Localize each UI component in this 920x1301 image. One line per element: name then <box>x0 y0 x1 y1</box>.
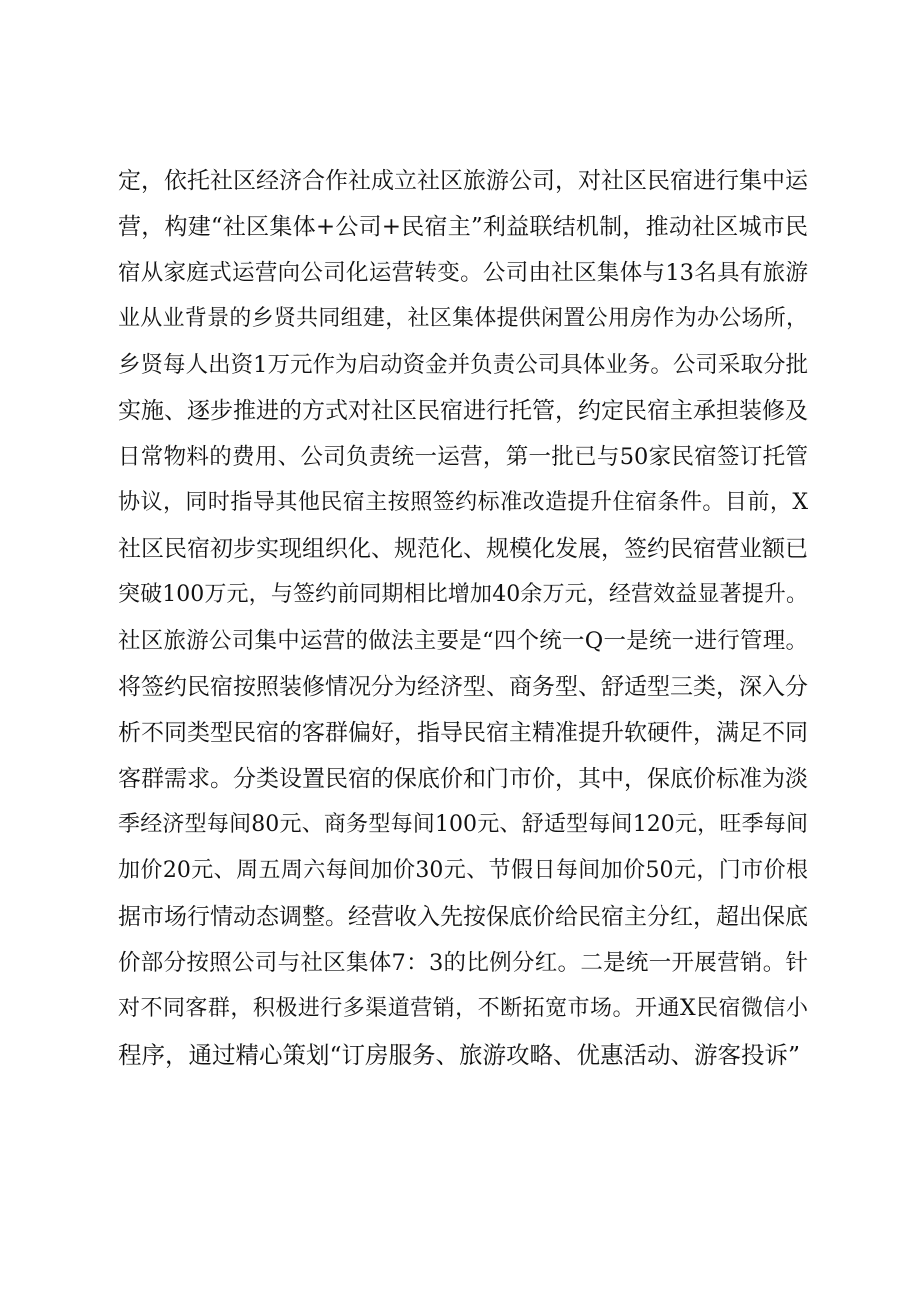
text-line-4: 业从业背景的乡贤共同组建，社区集体提供闲置公用房作为办公场所， <box>118 306 808 331</box>
text-line-1: 定，依托社区经济合作社成立社区旅游公司，对社区民宿进行集中运 <box>118 168 808 194</box>
text-line-3: 宿从家庭式运营向公司化运营转变。公司由社区集体与13名具有旅游 <box>118 260 808 286</box>
text-line-11: 社区旅游公司集中运营的做法主要是“四个统一Q一是统一进行管理。 <box>118 628 808 654</box>
text-line-13: 析不同类型民宿的客群偏好，指导民宿主精准提升软硬件，满足不同 <box>118 720 808 746</box>
text-line-2: 营，构建“社区集体+公司+民宿主”利益联结机制，推动社区城市民 <box>118 214 808 240</box>
text-line-16: 加价20元、周五周六每间加价30元、节假日每间加价50元，门市价根 <box>118 858 808 883</box>
text-line-5: 乡贤每人出资1万元作为启动资金并负责公司具体业务。公司采取分批 <box>118 352 808 378</box>
text-line-18: 价部分按照公司与社区集体7：3的比例分红。二是统一开展营销。针 <box>118 950 808 976</box>
text-line-8: 协议，同时指导其他民宿主按照签约标准改造提升住宿条件。目前，X <box>118 490 808 515</box>
text-line-12: 将签约民宿按照装修情况分为经济型、商务型、舒适型三类，深入分 <box>118 674 808 700</box>
text-line-10: 突破100万元，与签约前同期相比增加40余万元，经营效益显著提升。 <box>118 582 808 607</box>
text-line-7: 日常物料的费用、公司负责统一运营，第一批已与50家民宿签订托管 <box>118 444 808 470</box>
text-line-17: 据市场行情动态调整。经营收入先按保底价给民宿主分红，超出保底 <box>118 904 808 930</box>
text-line-6: 实施、逐步推进的方式对社区民宿进行托管，约定民宿主承担装修及 <box>118 398 808 424</box>
text-line-14: 客群需求。分类设置民宿的保底价和门市价，其中，保底价标准为淡 <box>118 766 808 792</box>
text-line-19: 对不同客群，积极进行多渠道营销，不断拓宽市场。开通X民宿微信小 <box>118 996 808 1021</box>
text-line-15: 季经济型每间80元、商务型每间100元、舒适型每间120元，旺季每间 <box>118 812 808 837</box>
text-line-20: 程序，通过精心策划“订房服务、旅游攻略、优惠活动、游客投诉” <box>118 1041 801 1069</box>
body-paragraph <box>118 158 808 1078</box>
text-line-9: 社区民宿初步实现组织化、规范化、规模化发展，签约民宿营业额已 <box>118 536 808 562</box>
